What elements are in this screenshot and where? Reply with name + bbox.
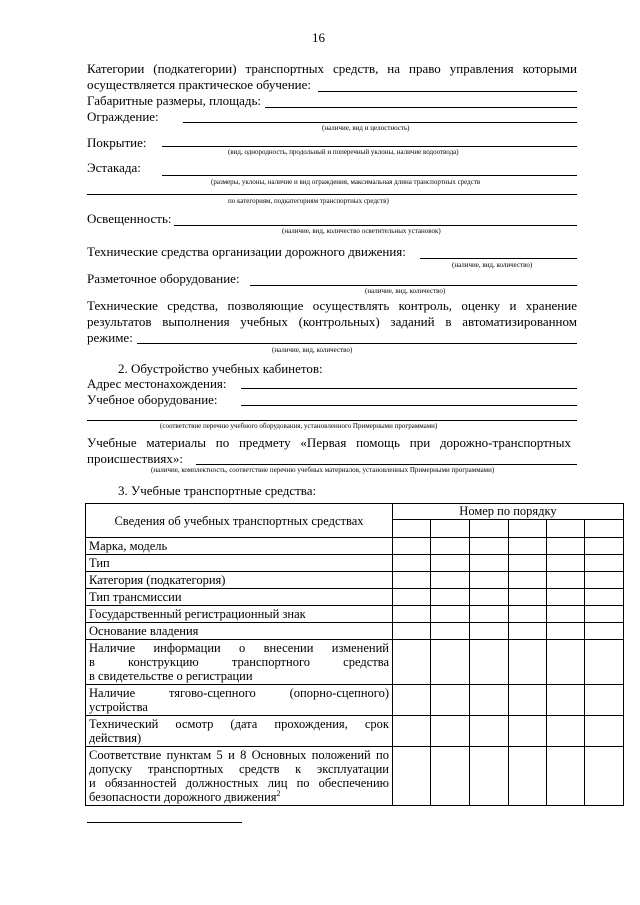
value-cell[interactable]: [509, 606, 547, 623]
value-cell[interactable]: [431, 589, 470, 606]
value-cell[interactable]: [585, 685, 624, 716]
footnote-separator: [87, 822, 242, 823]
value-cell[interactable]: [547, 572, 585, 589]
auto-line3: режиме:: [87, 330, 133, 345]
value-cell[interactable]: [509, 747, 547, 806]
value-cell[interactable]: [393, 640, 431, 685]
row-label-line: Наличие тягово-сцепного (опорно-сцепного): [89, 686, 389, 700]
section3-heading: 3. Учебные транспортные средства:: [118, 483, 317, 498]
categories-line2: осуществляется практическое обучение:: [87, 77, 311, 92]
value-cell[interactable]: [393, 716, 431, 747]
value-cell[interactable]: [431, 555, 470, 572]
row-label-line: в свидетельстве о регистрации: [89, 669, 253, 683]
equipment-label: Учебное оборудование:: [87, 392, 218, 407]
row-label-cell: [86, 572, 393, 589]
value-cell[interactable]: [547, 716, 585, 747]
materials-line1: Учебные материалы по предмету «Первая помощь при дорожно-транспортных: [87, 435, 571, 450]
table-row: [86, 685, 624, 716]
value-cell[interactable]: [547, 640, 585, 685]
value-cell[interactable]: [470, 538, 509, 555]
value-cell[interactable]: [509, 555, 547, 572]
row-label-line: Категория (подкатегория): [89, 573, 226, 587]
row-label-cell: [86, 623, 393, 640]
row-label-line: действия): [89, 731, 142, 745]
value-cell[interactable]: [509, 640, 547, 685]
value-cell[interactable]: [431, 572, 470, 589]
auto-line2: результатов выполнения учебных (контрольных) заданий в автоматизированном: [87, 314, 577, 329]
value-cell[interactable]: [431, 538, 470, 555]
lighting-note: (наличие, вид, количество осветительных установок): [282, 227, 441, 235]
table-row: [86, 716, 624, 747]
materials-input-line[interactable]: [196, 464, 577, 465]
categories-input-line[interactable]: [318, 91, 577, 92]
row-label-cell: [86, 685, 393, 716]
value-cell[interactable]: [509, 589, 547, 606]
value-cell[interactable]: [470, 606, 509, 623]
address-label: Адрес местонахождения:: [87, 376, 227, 391]
value-cell[interactable]: [431, 640, 470, 685]
number-cell[interactable]: [393, 520, 431, 538]
value-cell[interactable]: [509, 572, 547, 589]
row-label-line: Наличие информации о внесении изменений: [89, 641, 389, 655]
row-label-cell: [86, 589, 393, 606]
value-cell[interactable]: [547, 589, 585, 606]
value-cell[interactable]: [585, 538, 624, 555]
value-cell[interactable]: [470, 640, 509, 685]
auto-note: (наличие, вид, количество): [272, 346, 353, 354]
value-cell[interactable]: [393, 685, 431, 716]
overpass-input-line[interactable]: [162, 175, 577, 176]
marking-label: Разметочное оборудование:: [87, 271, 240, 286]
value-cell[interactable]: [431, 623, 470, 640]
table-row: [86, 606, 624, 623]
value-cell[interactable]: [547, 606, 585, 623]
value-cell[interactable]: [431, 747, 470, 806]
fence-note: (наличие, вид и целостность): [322, 124, 410, 132]
surface-note: (вид, однородность, продольный и поперечный уклоны, наличие водоотвода): [228, 148, 459, 156]
value-cell[interactable]: [431, 685, 470, 716]
header-number: Номер по порядку: [393, 504, 624, 520]
table-row: [86, 589, 624, 606]
row-label-cell: [86, 716, 393, 747]
value-cell[interactable]: [547, 685, 585, 716]
overpass-note-2: по категориям, подкатегориям транспортных средств): [228, 197, 389, 205]
value-cell[interactable]: [431, 716, 470, 747]
equipment-input-line[interactable]: [241, 405, 577, 406]
equipment-note: (соответствие перечню учебного оборудования, установленного Примерными программами): [160, 422, 438, 430]
value-cell[interactable]: [547, 623, 585, 640]
row-label-line: и обязанностей должностных лиц по обеспечению: [89, 776, 389, 790]
row-label-line: Соответствие пунктам 5 и 8 Основных положений по: [89, 748, 389, 762]
value-cell[interactable]: [547, 538, 585, 555]
value-cell[interactable]: [585, 572, 624, 589]
dimensions-input-line[interactable]: [265, 107, 577, 108]
footnote-ref: 2: [276, 788, 281, 798]
value-cell[interactable]: [393, 538, 431, 555]
number-cell[interactable]: [470, 520, 509, 538]
materials-line2: происшествиях»:: [87, 451, 183, 466]
table-row: [86, 640, 624, 685]
fence-label: Ограждение:: [87, 109, 159, 124]
row-label-line: Тип трансмиссии: [89, 590, 182, 604]
value-cell[interactable]: [393, 572, 431, 589]
overpass-input-line-2[interactable]: [87, 194, 577, 195]
row-label-line: устройства: [89, 700, 148, 714]
row-label-cell: [86, 747, 393, 806]
value-cell[interactable]: [470, 716, 509, 747]
lighting-label: Освещенность:: [87, 211, 172, 226]
section2-heading: 2. Обустройство учебных кабинетов:: [118, 361, 323, 376]
categories-line1: Категории (подкатегории) транспортных средств, на право управления которыми: [87, 61, 577, 76]
traffic-means-input-line[interactable]: [420, 258, 577, 259]
address-input-line[interactable]: [241, 388, 577, 389]
fence-input-line[interactable]: [183, 122, 577, 123]
traffic-means-note: (наличие, вид, количество): [452, 261, 533, 269]
row-label-cell: [86, 606, 393, 623]
value-cell[interactable]: [431, 606, 470, 623]
value-cell[interactable]: [585, 606, 624, 623]
marking-note: (наличие, вид, количество): [365, 287, 446, 295]
row-label-line: Марка, модель: [89, 539, 168, 553]
row-label-line: допуску транспортных средств к эксплуатации: [89, 762, 389, 776]
row-label-cell: [86, 640, 393, 685]
value-cell[interactable]: [585, 640, 624, 685]
value-cell[interactable]: [393, 555, 431, 572]
traffic-means-label: Технические средства организации дорожного движения:: [87, 244, 406, 259]
value-cell[interactable]: [509, 623, 547, 640]
row-label-line: Основание владения: [89, 624, 199, 638]
overpass-note-1: (размеры, уклоны, наличие и вид ограждения, максимальная длина транспортных средств: [211, 178, 481, 186]
value-cell[interactable]: [547, 555, 585, 572]
value-cell[interactable]: [393, 623, 431, 640]
dimensions-label: Габаритные размеры, площадь:: [87, 93, 262, 108]
marking-input-line[interactable]: [250, 285, 577, 286]
value-cell[interactable]: [470, 589, 509, 606]
header-info: Сведения об учебных транспортных средствах: [86, 504, 393, 538]
table-header-row: [86, 504, 624, 520]
row-label-line: безопасности дорожного движения: [89, 790, 277, 804]
surface-label: Покрытие:: [87, 135, 147, 150]
value-cell[interactable]: [509, 685, 547, 716]
materials-note: (наличие, комплектность, соответствие перечню учебных материалов, установленных Примерными программами): [151, 466, 495, 474]
value-cell[interactable]: [470, 623, 509, 640]
value-cell[interactable]: [585, 716, 624, 747]
value-cell[interactable]: [470, 747, 509, 806]
table-row: [86, 572, 624, 589]
row-label-cell: [86, 555, 393, 572]
value-cell[interactable]: [585, 589, 624, 606]
table-row: [86, 555, 624, 572]
value-cell[interactable]: [585, 747, 624, 806]
value-cell[interactable]: [393, 747, 431, 806]
auto-input-line[interactable]: [137, 343, 577, 344]
equipment-input-line-2[interactable]: [87, 420, 577, 421]
value-cell[interactable]: [393, 606, 431, 623]
number-cell[interactable]: [431, 520, 470, 538]
value-cell[interactable]: [585, 623, 624, 640]
table-row: [86, 538, 624, 555]
number-cell[interactable]: [509, 520, 547, 538]
table-row: [86, 623, 624, 640]
surface-input-line[interactable]: [162, 146, 577, 147]
value-cell[interactable]: [470, 555, 509, 572]
value-cell[interactable]: [470, 685, 509, 716]
row-label-line: в конструкцию транспортного средства: [89, 655, 389, 669]
overpass-label: Эстакада:: [87, 160, 141, 175]
row-label-line: Государственный регистрационный знак: [89, 607, 306, 621]
value-cell[interactable]: [509, 716, 547, 747]
number-cell[interactable]: [585, 520, 624, 538]
value-cell[interactable]: [470, 572, 509, 589]
row-label-cell: [86, 538, 393, 555]
value-cell[interactable]: [393, 589, 431, 606]
table-row: [86, 747, 624, 806]
value-cell[interactable]: [585, 555, 624, 572]
row-label-line: Тип: [89, 556, 110, 570]
auto-line1: Технические средства, позволяющие осуществлять контроль, оценку и хранение: [87, 298, 577, 313]
number-cell[interactable]: [547, 520, 585, 538]
vehicles-table: [85, 503, 624, 806]
value-cell[interactable]: [547, 747, 585, 806]
value-cell[interactable]: [509, 538, 547, 555]
lighting-input-line[interactable]: [174, 225, 577, 226]
page-number: 16: [312, 30, 325, 45]
row-label-line: Технический осмотр (дата прохождения, срок: [89, 717, 389, 731]
